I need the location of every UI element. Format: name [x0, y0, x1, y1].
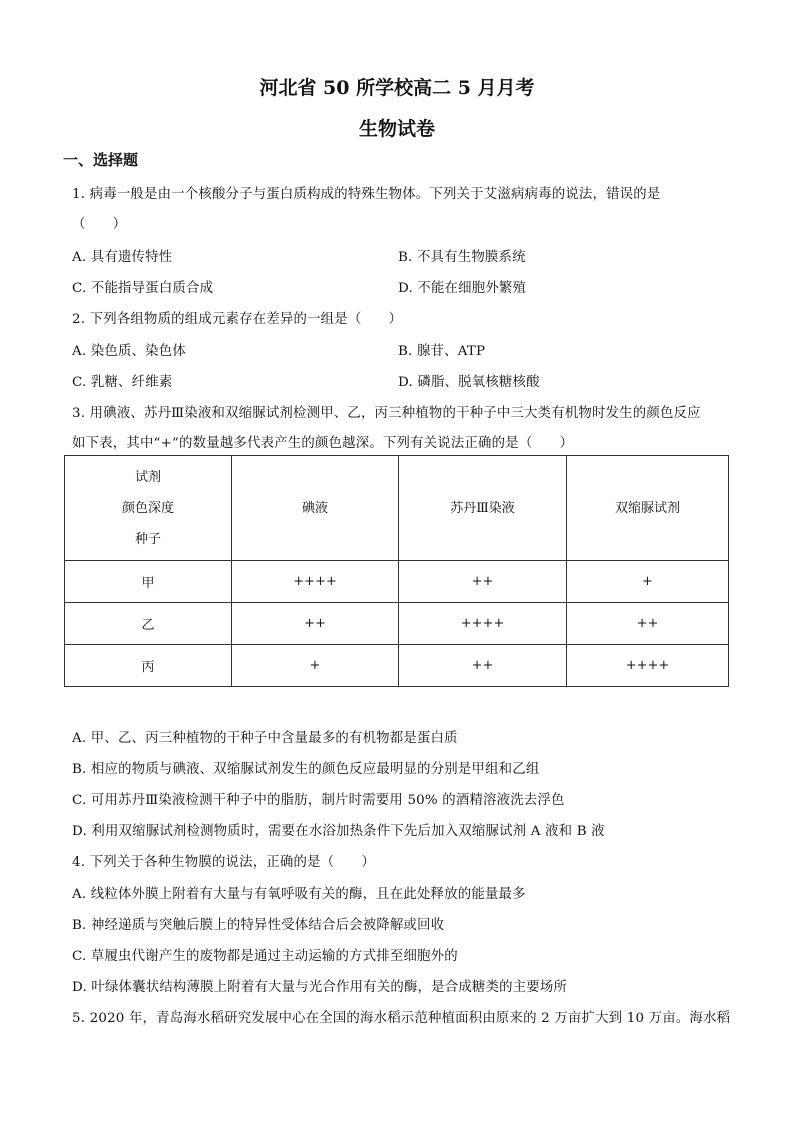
exam-title: 河北省 50 所学校高二 5 月月考 — [259, 77, 535, 99]
table-cell: ++ — [232, 603, 399, 645]
q4-option-c: C. 草履虫代谢产生的废物都是通过主动运输的方式排至细胞外的 — [72, 949, 458, 964]
exam-subtitle: 生物试卷 — [358, 118, 435, 140]
table-row — [65, 561, 729, 603]
col-header-sudan: 苏丹Ⅲ染液 — [399, 456, 567, 561]
table-cell: + — [232, 645, 399, 687]
q3-option-d: D. 利用双缩脲试剂检测物质时，需要在水浴加热条件下先后加入双缩脲试剂 A 液和 B 液 — [72, 824, 605, 839]
q3-option-a: A. 甲、乙、丙三种植物的干种子中含量最多的有机物都是蛋白质 — [72, 731, 458, 746]
q4-option-a: A. 线粒体外膜上附着有大量与有氧呼吸有关的酶，且在此处释放的能量最多 — [72, 887, 526, 902]
reagent-table — [64, 455, 729, 687]
header-depth-label: 颜色深度 — [121, 500, 174, 516]
q1-option-b: B. 不具有生物膜系统 — [398, 250, 526, 265]
table-header-row — [65, 456, 729, 561]
q4-stem: 4. 下列关于各种生物膜的说法，正确的是（ ） — [72, 855, 376, 870]
q1-stem-line1: 1. 病毒一般是由一个核酸分子与蛋白质构成的特殊生物体。下列关于艾滋病病毒的说法，错误的是 — [72, 187, 661, 202]
q2-option-a: A. 染色质、染色体 — [72, 344, 186, 359]
q3-option-b: B. 相应的物质与碘液、双缩脲试剂发生的颜色反应最明显的分别是甲组和乙组 — [72, 762, 540, 777]
q3-stem-line2: 如下表，其中“+”的数量越多代表产生的颜色越深。下列有关说法正确的是（ ） — [72, 436, 574, 451]
col-header-iodine: 碘液 — [232, 456, 399, 561]
row-seed-label: 甲 — [65, 561, 232, 603]
table-row — [65, 645, 729, 687]
table-row — [65, 603, 729, 645]
row-seed-label: 乙 — [65, 603, 232, 645]
table-cell: ++++ — [567, 645, 729, 687]
q1-option-a: A. 具有遗传特性 — [72, 250, 173, 265]
q5-stem-line1: 5. 2020 年，青岛海水稻研究发展中心在全国的海水稻示范种植面积由原来的 2 万亩扩大到 10 万亩。海水稻 — [72, 1011, 731, 1026]
header-seed-label: 种子 — [134, 531, 161, 547]
table-cell: ++++ — [232, 561, 399, 603]
q2-option-b: B. 腺苷、ATP — [398, 344, 486, 359]
q2-option-c: C. 乳糖、纤维素 — [72, 375, 173, 390]
row-seed-label: 丙 — [65, 645, 232, 687]
table-cell: ++++ — [399, 603, 567, 645]
q1-option-c: C. 不能指导蛋白质合成 — [72, 281, 214, 296]
section-heading: 一、选择题 — [63, 151, 139, 169]
q4-option-b: B. 神经递质与突触后膜上的特异性受体结合后会被降解或回收 — [72, 918, 445, 933]
col-header-biuret: 双缩脲试剂 — [567, 456, 729, 561]
header-reagent-label: 试剂 — [134, 469, 161, 485]
q1-option-d: D. 不能在细胞外繁殖 — [398, 281, 527, 296]
q4-option-d: D. 叶绿体囊状结构薄膜上附着有大量与光合作用有关的酶，是合成糖类的主要场所 — [72, 980, 568, 995]
q3-stem-line1: 3. 用碘液、苏丹Ⅲ染液和双缩脲试剂检测甲、乙，丙三种植物的干种子中三大类有机物时发生的颜色反应 — [72, 406, 701, 421]
q1-stem-line2: （ ） — [72, 217, 127, 232]
q3-option-c: C. 可用苏丹Ⅲ染液检测干种子中的脂肪，制片时需要用 50% 的酒精溶液洗去浮色 — [72, 793, 565, 808]
table-cell: + — [567, 561, 729, 603]
q2-stem: 2. 下列各组物质的组成元素存在差异的一组是（ ） — [72, 312, 403, 327]
q2-option-d: D. 磷脂、脱氧核糖核酸 — [398, 375, 540, 390]
table-cell: ++ — [399, 645, 567, 687]
table-cell: ++ — [399, 561, 567, 603]
table-cell: ++ — [567, 603, 729, 645]
table-corner-header — [65, 456, 232, 561]
